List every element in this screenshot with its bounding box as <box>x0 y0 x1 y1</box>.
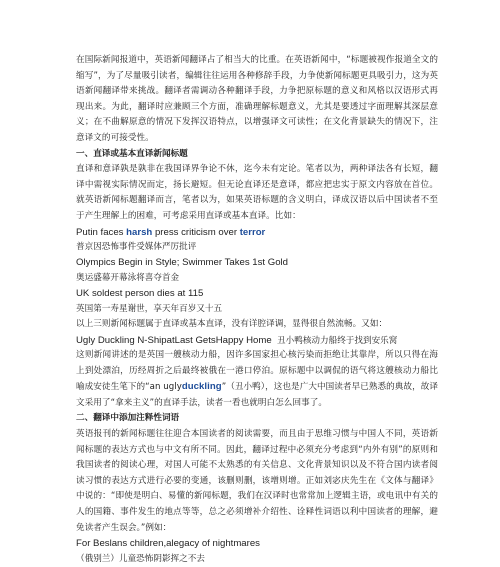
ugly-duckling-en: Ugly Duckling N-ShipatLast GetsHappy Home <box>76 334 272 346</box>
example-note: 以上三则新闻标题属于直译或基本直译，没有详腔译调，显得很自然流畅。又如： <box>76 318 388 329</box>
example-headline-en: For Beslans children,alegacy of nightmares <box>76 538 260 550</box>
article <box>76 53 438 567</box>
example-headline-en <box>76 225 438 240</box>
explanation-text: 这则新闻讲述的是英国一艘核动力船，因许多国家担心核污染而拒绝让其靠岸，所以只得在海上到处漂泊，历经周折之后最终被俄在一港口停泊。原标题中以调侃的语气将这艘核动力船比喻成安徒生笔下的“an ugly <box>76 349 438 393</box>
section-body-2: 英语报刊的新闻标题往往迎合本国读者的阅读需要，而且由于思维习惯与中国人不同，英语新闻标题的表达方式也与中文有所不同。因此，翻译过程中必须充分考虑到“内外有别”的原则和我国读者的阅读心理，对国人可能不太熟悉的有关信息、文化背景知识以及不符合国内读者阅读习惯的表达方式进行必要的变通，该删则删，该增则增。正如刘宓庆先生在《文体与翻译》中说的：“即使是明白、易懂的新闻标题，我们在汉译时也常常加上逻辑主语，或电讯中有关的人的国籍、事件发生的地点等等，总之必须增补介绍性、诠释性词语以利中国读者的理解，避免读者产生误会。”例如： <box>76 428 438 533</box>
ugly-duckling-headline <box>76 333 438 348</box>
section-body-1: 直译和意译孰是孰非在我国译界争论不休，迄今未有定论。笔者以为，两种译法各有长短，翻译中需视实际情况而定，扬长避短。但无论直译还是意译，都应把忠实于原文内容放在首位。就英语新闻标题翻译而言，笔者以为，如果英语标题的含义明白，译成汉语以后中国读者不至于产生理解上的困难，可考虑采用直译或基本直译。比如： <box>76 164 438 221</box>
keyword-link[interactable]: harsh <box>126 226 153 238</box>
example-headline-en: UK soldest person dies at 115 <box>76 288 204 300</box>
example-headline-zh: 奥运盛幕开幕泳将喜夺首金 <box>76 272 180 283</box>
example-headline-zh: 英国第一寿星谢世，享天年百岁又十五 <box>76 303 223 314</box>
example-text: Putin faces <box>76 226 127 238</box>
example-headline-zh: 普京因恐怖事件受媒体严厉批评 <box>76 241 197 252</box>
keyword-link[interactable]: duckling <box>181 381 222 393</box>
ugly-duckling-explanation <box>76 348 438 411</box>
example-text: press criticism over <box>152 226 240 238</box>
ugly-duckling-zh: 丑小鸭核动力船终于找到安乐窝 <box>277 334 398 345</box>
keyword-link[interactable]: terror <box>239 226 266 238</box>
example-headline-zh: （俄别兰）儿童恐怖阴影挥之不去 <box>76 553 205 564</box>
section-heading-2: 二、翻译中添加注释性词语 <box>76 413 180 424</box>
explanation-text: ”（丑小鸭），这也是广大中国读者早已熟悉的典故，故译文采用了“拿来主义”的直译手法，读者一看也就明白怎么回事了。 <box>76 382 439 408</box>
intro-paragraph: 在国际新闻报道中，英语新闻翻译占了相当大的比重。在英语新闻中，“标题被视作报道全文的缩写”，为了尽量吸引读者，编辑往往运用各种修辞手段，力争使新闻标题更具吸引力，这为英语新闻翻译带来挑战。翻译者需调动各种翻译手段，力争把原标题的意义和风格以汉语形式再现出来。为此，翻译时应兼顾三个方面，准确理解标题意义，尤其是要透过字面理解其深层意义；在不曲解原意的情况下发挥汉语特点，以增强译文可读性；在文化背景缺失的情况下，注意译文的可接受性。 <box>76 55 438 143</box>
section-heading-1: 一、直译或基本直译新闻标题 <box>76 148 188 159</box>
example-headline-en: Olympics Begin in Style; Swimmer Takes 1st Gold <box>76 257 289 269</box>
